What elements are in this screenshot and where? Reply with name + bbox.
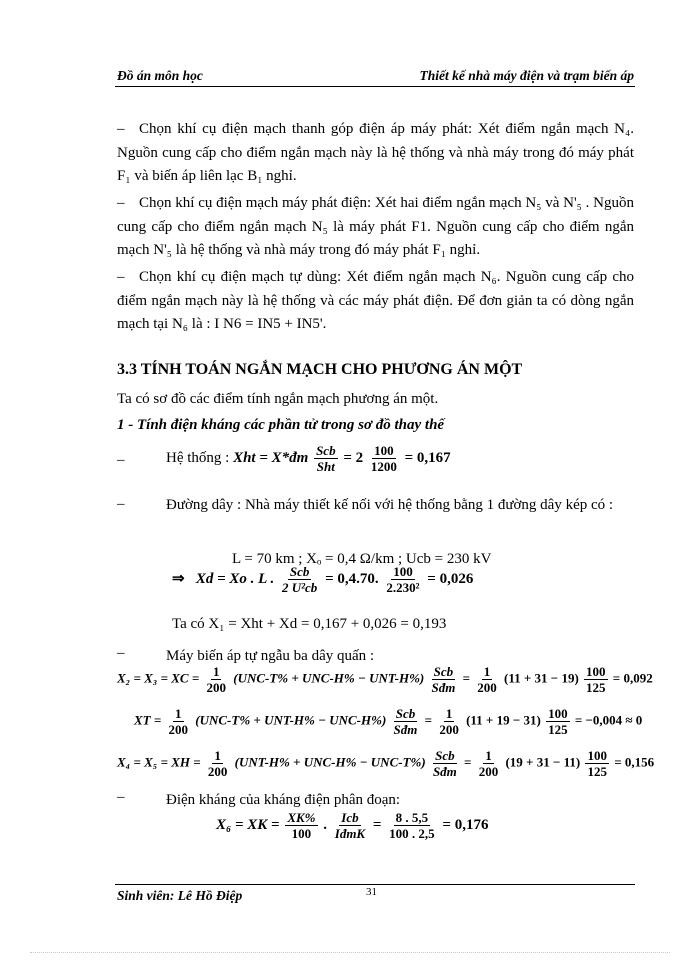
- frac-den: 100 . 2,5: [389, 826, 435, 841]
- fraction: [477, 748, 501, 779]
- frac-den: Sđm: [393, 722, 418, 737]
- section-title: 3.3 TÍNH TOÁN NGẮN MẠCH CHO PHƯƠNG ÁN MỘT: [117, 361, 523, 378]
- frac-num: Scb: [316, 443, 336, 458]
- page-edge-divider: [30, 952, 670, 953]
- frac-num: 1: [175, 706, 182, 721]
- frac-num: 1: [445, 706, 453, 721]
- intro-text: Ta có sơ đồ các điểm tính ngắn mạch phương án một.: [117, 391, 439, 407]
- frac-den: 200: [206, 680, 226, 695]
- frac-den: 200: [207, 764, 228, 779]
- khang-dien-label: Điện kháng của kháng điện phân đoạn:: [166, 792, 401, 808]
- eq-paren: (UNC-T% + UNC-H% − UNT-H%): [233, 670, 425, 686]
- frac-den: 100: [291, 826, 312, 841]
- frac-den: 125: [548, 722, 568, 737]
- frac-den: 2 U²cb: [282, 580, 318, 595]
- frac-den: 200: [477, 680, 497, 695]
- fraction: [280, 564, 319, 595]
- equation-xht: [166, 443, 451, 474]
- bullet-dash: –: [117, 496, 125, 512]
- bullet-dash: –: [117, 452, 125, 468]
- fraction: [369, 443, 399, 474]
- eq-lhs: X₆ = XK =: [216, 816, 280, 833]
- frac-num: Scb: [289, 564, 310, 579]
- header-left: Đồ án môn học: [117, 68, 203, 83]
- mba-label: Máy biến áp tự ngẫu ba dây quấn :: [166, 648, 375, 664]
- eq-lhs: X₂ = X₃ = XC =: [117, 670, 200, 686]
- frac-num: 1: [483, 664, 491, 679]
- frac-num: 100: [393, 564, 413, 579]
- frac-num: 1: [485, 748, 492, 763]
- frac-num: Scb: [435, 748, 455, 763]
- paragraph-n6: [117, 266, 634, 337]
- frac-den: 1200: [370, 459, 397, 474]
- fraction: [204, 664, 228, 695]
- frac-num: Scb: [433, 664, 454, 679]
- eq-result: = 0,156: [614, 754, 655, 770]
- fraction: [285, 810, 317, 841]
- fraction: [392, 706, 420, 737]
- bullet-dash: –: [117, 645, 125, 661]
- frac-den: IđmK: [334, 826, 366, 841]
- fraction: [585, 748, 609, 779]
- eq-lhs: Xht = X*đm: [233, 449, 309, 466]
- frac-num: Scb: [395, 706, 416, 721]
- implies-icon: ⇒: [172, 570, 185, 587]
- fraction: [387, 810, 437, 841]
- fraction: [437, 706, 461, 737]
- fraction: [167, 706, 191, 737]
- frac-den: 125: [586, 680, 606, 695]
- frac-num: 8 . 5,5: [395, 810, 429, 825]
- eq-paren: (UNC-T% + UNT-H% − UNC-H%): [195, 712, 387, 728]
- equation-xt: [134, 706, 642, 737]
- frac-den: 200: [439, 722, 459, 737]
- equation-xd: [172, 564, 473, 595]
- frac-num: 100: [374, 443, 394, 458]
- footer-student: Sinh viên: Lê Hồ Điệp: [117, 888, 243, 903]
- page-number: 31: [366, 886, 377, 898]
- frac-num: 100: [548, 706, 568, 721]
- eq-lhs: XT =: [134, 712, 162, 728]
- eq-mid: = 0,4.70.: [325, 570, 379, 587]
- fraction: [431, 748, 459, 779]
- eq-sign: =: [372, 816, 382, 833]
- eq-values: (19 + 31 − 11): [505, 754, 581, 770]
- frac-den: Sđm: [432, 764, 457, 779]
- eq-paren: (UNT-H% + UNC-H% − UNC-T%): [234, 754, 426, 770]
- bullet-dash: –: [117, 789, 125, 805]
- paragraph-text: Chọn khí cụ điện mạch thanh góp điện áp máy phát: Xét điểm ngắn mạch N₄. Nguồn cung cấp cho điểm ngắn mạch này là hệ thống và nhà máy trong đó máy phát F₁ và biến áp liên lạc B₁ nghỉ.: [117, 121, 634, 184]
- eq-result: = 0,026: [427, 570, 474, 587]
- eq-lhs: Xd = Xo . L .: [195, 570, 275, 587]
- frac-num: 100: [587, 748, 607, 763]
- fraction: [475, 664, 499, 695]
- equation-x6: [216, 810, 488, 841]
- bullet-dash: –: [117, 121, 125, 137]
- frac-num: 1: [214, 748, 221, 763]
- eq-lhs: X₄ = X₅ = XH =: [117, 754, 201, 770]
- eq-result: = 0,167: [404, 449, 451, 466]
- frac-den: Sđm: [431, 680, 456, 695]
- line-params: L = 70 km ; Xₒ = 0,4 Ω/km ; Ucb = 230 kV: [232, 551, 492, 567]
- frac-den: 2.230²: [386, 580, 420, 595]
- fraction: [206, 748, 230, 779]
- paragraph-n4: [117, 118, 634, 189]
- header-rule: [115, 86, 635, 87]
- frac-den: Sht: [316, 459, 335, 474]
- frac-num: XK%: [287, 810, 316, 825]
- fraction: [384, 564, 421, 595]
- subheading: 1 - Tính điện kháng các phần tử trong sơ đồ thay thế: [117, 417, 445, 433]
- eq-result: = 0,176: [442, 816, 489, 833]
- eq-result: = 0,092: [612, 670, 653, 686]
- eq-result: = −0,004 ≈ 0: [574, 712, 643, 728]
- paragraph-n5: [117, 192, 634, 263]
- eq-dot: .: [323, 816, 328, 833]
- header-right: Thiết kế nhà máy điện và trạm biến áp: [419, 68, 634, 83]
- paragraph-text: Chọn khí cụ điện mạch máy phát điện: Xét hai điểm ngắn mạch N₅ và N'₅ . Nguồn cung cấp cho điểm ngắn mạch N₅ là máy phát F1. Nguồn cung cấp cho điểm ngắn mạch N'₅ là hệ thống và nhà máy trong đó máy phát F₁ nghỉ.: [117, 195, 634, 258]
- eq-values: (11 + 19 − 31): [466, 712, 541, 728]
- frac-den: 200: [478, 764, 499, 779]
- fraction: [333, 810, 367, 841]
- fraction: [584, 664, 608, 695]
- fraction: [546, 706, 570, 737]
- bullet-dash: –: [117, 269, 125, 285]
- eq-sign: =: [462, 670, 471, 686]
- frac-den: 200: [168, 722, 189, 737]
- frac-den: 125: [587, 764, 607, 779]
- eq-mid: = 2: [343, 449, 364, 466]
- fraction: [430, 664, 458, 695]
- label-he-thong: Hệ thống :: [166, 449, 230, 466]
- frac-num: 1: [212, 664, 220, 679]
- footer-rule: [115, 884, 635, 885]
- line-ta-co: Ta có X₁ = Xht + Xd = 0,167 + 0,026 = 0,193: [172, 616, 447, 632]
- duong-day-text: Đường dây : Nhà máy thiết kế nối với hệ thống bằng 1 đường dây kép có :: [166, 497, 614, 513]
- equation-x2: [117, 664, 653, 695]
- equation-x4: [117, 748, 654, 779]
- eq-sign: =: [464, 754, 472, 770]
- eq-sign: =: [424, 712, 433, 728]
- fraction: [314, 443, 338, 474]
- eq-values: (11 + 31 − 19): [504, 670, 579, 686]
- paragraph-text: Chọn khí cụ điện mạch tự dùng: Xét điểm ngắn mạch N₆. Nguồn cung cấp cho điểm ngắn mạch này là hệ thống và các máy phát điện. Để đơn giản ta có dòng ngắn mạch tại N₆ là : I N6 = IN5 + IN5'.: [117, 269, 634, 332]
- bullet-dash: –: [117, 195, 125, 211]
- frac-num: Icb: [341, 810, 359, 825]
- frac-num: 100: [586, 664, 606, 679]
